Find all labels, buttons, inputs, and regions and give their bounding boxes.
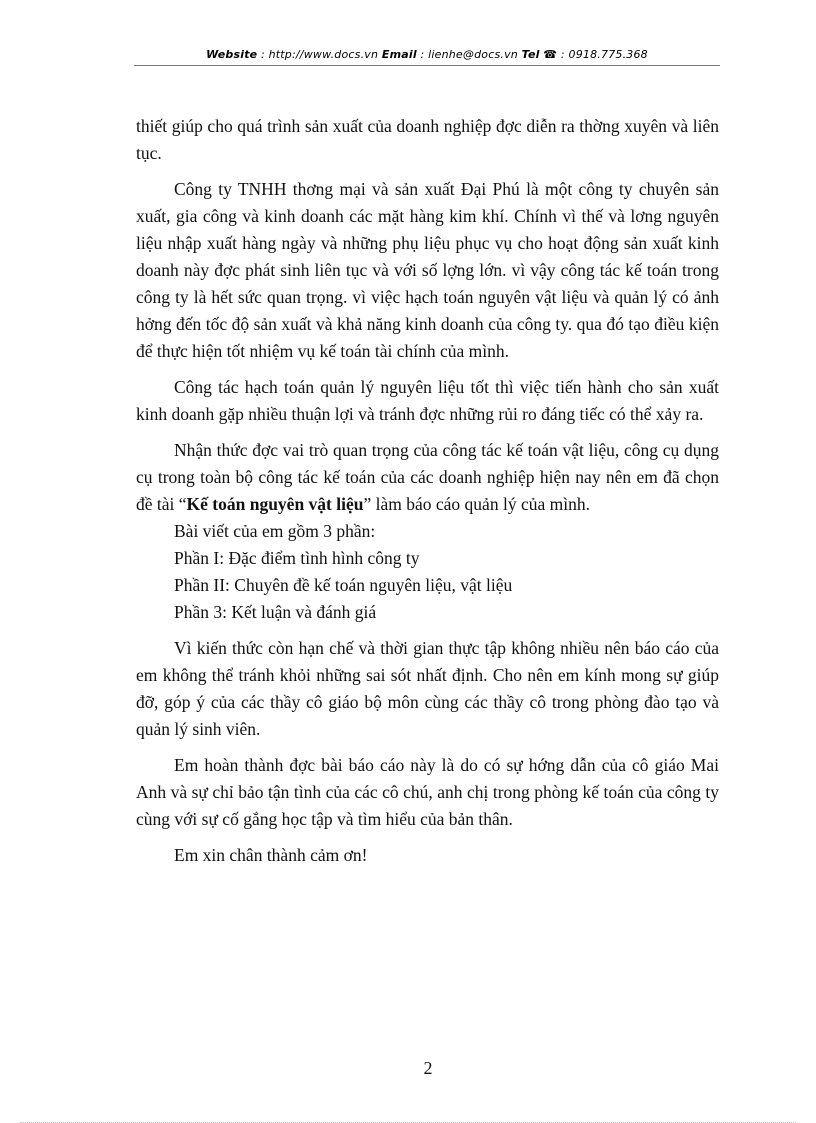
part-item-1: Phần I: Đặc điểm tình hình công ty — [174, 548, 420, 568]
paragraph-company: Công ty TNHH thơng mại và sản xuất Đại Phú là một công ty chuyên sản xuất, gia công và kinh doanh các mặt hàng kim khí. Chính vì thế và lơng nguyên liệu nhập xuất hàng ngày và những phụ liệu phục vụ cho hoạt động sản xuất kinh doanh này đợc phát sinh liên tục và với số lợng lớn. vì vậy công tác kế toán trong công ty là hết sức quan trọng. vì việc hạch toán nguyên vật liệu và quản lý có ảnh hởng đến tốc độ sản xuất và khả năng kinh doanh của công ty. qua đó tạo điều kiện để thực hiện tốt nhiệm vụ kế toán tài chính của mình. — [136, 179, 719, 361]
website-label: Website — [206, 48, 258, 61]
topic-text-before: Nhận thức đợc vai trò quan trọng của công tác kế toán vật liệu, công cụ dụng cụ trong toàn bộ công tác kế toán của các doanh nghiệp hiện nay nên em đã chọn đề tài “ — [136, 440, 719, 514]
header-divider — [134, 65, 720, 66]
paragraph-accounting: Công tác hạch toán quản lý nguyên liệu tốt thì việc tiến hành cho sản xuất kinh doanh gặp nhiều thuận lợi và tránh đợc những rủi ro đáng tiếc có thể xảy ra. — [136, 377, 719, 424]
website-value: : http://www.docs.vn — [257, 48, 382, 61]
email-value: : lienhe@docs.vn — [416, 48, 522, 61]
email-label: Email — [381, 48, 417, 61]
tel-value: : 0918.775.368 — [557, 48, 648, 61]
tel-label: Tel — [521, 48, 540, 61]
document-body — [136, 113, 719, 869]
page-number: 2 — [423, 1058, 433, 1078]
paragraph-acknowledgement: Em hoàn thành đợc bài báo cáo này là do có sự hớng dẫn của cô giáo Mai Anh và sự chỉ bảo tận tình của các cô chú, anh chị trong phòng kế toán của công ty cùng với sự cố gắng học tập và tìm hiểu của bản thân. — [136, 755, 719, 829]
paragraph-topic — [136, 437, 719, 518]
parts-intro: Bài viết của em gồm 3 phần: — [174, 521, 376, 541]
paragraph-thanks: Em xin chân thành cảm ơn! — [174, 845, 368, 865]
topic-text-after: ” làm báo cáo quản lý của mình. — [363, 494, 590, 514]
topic-title: Kế toán nguyên vật liệu — [186, 494, 364, 514]
phone-icon: ☎ — [543, 48, 558, 61]
page-header — [134, 48, 720, 61]
paragraph-continuation: thiết giúp cho quá trình sản xuất của doanh nghiệp đợc diễn ra thờng xuyên và liên tục. — [136, 116, 719, 163]
part-item-2: Phần II: Chuyên đề kế toán nguyên liệu, vật liệu — [174, 575, 513, 595]
paragraph-limitations: Vì kiến thức còn hạn chế và thời gian thực tập không nhiều nên báo cáo của em không thể tránh khỏi những sai sót nhất định. Cho nên em kính mong sự giúp đỡ, góp ý của các thầy cô giáo bộ môn cùng các thầy cô trong phòng đào tạo và quản lý sinh viên. — [136, 638, 719, 739]
part-item-3: Phần 3: Kết luận và đánh giá — [174, 602, 377, 622]
